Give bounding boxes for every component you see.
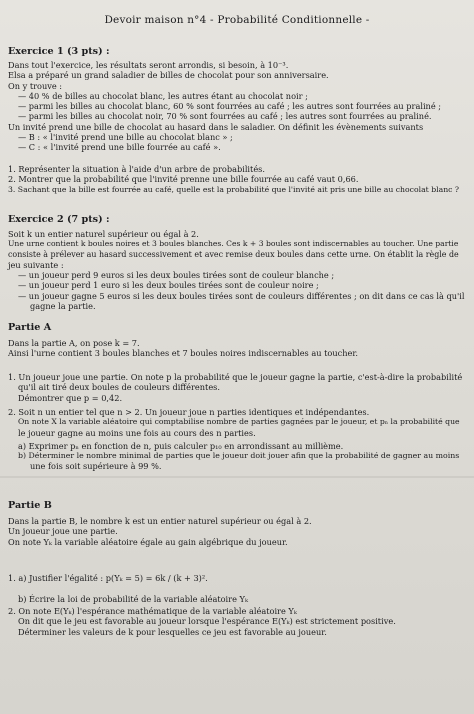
question-line: 1. Un joueur joue une partie. On note p la probabilité que le joueur gagne la partie, c'est-à-dire la probabilité	[8, 372, 463, 382]
question-line: b) Écrire la loi de probabilité de la variable aléatoire Yₖ	[18, 594, 248, 604]
part-a-statement	[8, 338, 468, 359]
paper-fold-shadow	[0, 476, 474, 478]
question-line: 2. On note E(Yₖ) l'espérance mathématique de la variable aléatoire Yₖ	[8, 606, 297, 616]
exercise-1-statement	[8, 60, 468, 153]
part-b-question-1b	[8, 594, 468, 604]
text-line: Elsa a préparé un grand saladier de billes de chocolat pour son anniversaire.	[8, 70, 329, 81]
text-line: jeu suivante :	[8, 259, 64, 270]
text-line: Un invité prend une bille de chocolat au hasard dans le saladier. On définit les évènements suivants	[8, 121, 424, 132]
question-line: b) Déterminer le nombre minimal de parties que le joueur doit jouer afin que la probabilité de gagner au moins	[18, 451, 460, 461]
text-line: — 40 % de billes au chocolat blanc, les autres étant au chocolat noir ;	[18, 90, 308, 101]
text-line: Dans la partie A, on pose k = 7.	[8, 338, 140, 348]
part-a-question-1	[8, 372, 468, 403]
text-line: Un joueur joue une partie.	[8, 526, 118, 537]
question-line: 1. a) Justifier l'égalité : p(Yₖ = 5) = 6k / (k + 3)².	[8, 573, 208, 583]
exercise-2-heading: Exercice 2 (7 pts) :	[8, 214, 110, 225]
question-line: 1. Représenter la situation à l'aide d'un arbre de probabilités.	[8, 164, 265, 174]
part-b-heading: Partie B	[8, 500, 52, 511]
part-b-question-2	[8, 606, 468, 637]
text-line: — parmi les billes au chocolat noir, 70 % sont fourrées au café ; les autres sont fourrées au praliné.	[18, 111, 432, 122]
question-line: On dit que le jeu est favorable au joueur lorsque l'espérance E(Yₖ) est strictement positive.	[18, 616, 396, 627]
text-line: — B : « l'invité prend une bille au chocolat blanc » ;	[18, 132, 233, 143]
exercise-1-heading: Exercice 1 (3 pts) :	[8, 46, 110, 57]
part-a-question-2	[8, 407, 468, 472]
text-line: — C : « l'invité prend une bille fourrée au café ».	[18, 142, 221, 153]
text-line: Dans la partie B, le nombre k est un entier naturel supérieur ou égal à 2.	[8, 516, 312, 526]
text-line: Ainsi l'urne contient 3 boules blanches et 7 boules noires indiscernables au toucher.	[8, 348, 358, 359]
text-line: On note Yₖ la variable aléatoire égale au gain algébrique du joueur.	[8, 536, 288, 547]
exercise-1-questions	[8, 164, 468, 195]
text-line: — un joueur perd 1 euro si les deux boules tirées sont de couleur noire ;	[18, 280, 319, 291]
question-line: Déterminer les valeurs de k pour lesquelles ce jeu est favorable au joueur.	[18, 626, 327, 637]
question-line: On note X la variable aléatoire qui comptabilise nombre de parties gagnées par le joueur, et pₙ la probabilité que	[18, 417, 460, 427]
text-line: gagne la partie.	[30, 301, 96, 312]
text-line: — un joueur perd 9 euros si les deux boules tirées sont de couleur blanche ;	[18, 270, 335, 281]
text-line: Une urne contient k boules noires et 3 boules blanches. Ces k + 3 boules sont indiscernables au toucher. Une partie	[8, 239, 459, 249]
part-b-statement	[8, 516, 468, 547]
question-line: une fois soit supérieure à 99 %.	[30, 461, 162, 472]
part-a-heading: Partie A	[8, 322, 52, 333]
question-line: a) Exprimer pₙ en fonction de n, puis calculer p₁₀ en arrondissant au millième.	[18, 440, 344, 451]
question-line: Démontrer que p = 0,42.	[18, 392, 123, 403]
question-line: le joueur gagne au moins une fois au cours des n parties.	[18, 427, 256, 438]
text-line: — un joueur gagne 5 euros si les deux boules tirées sont de couleurs différentes ; on dit dans ce cas là qu'il	[18, 290, 465, 301]
page-title: Devoir maison n°4 - Probabilité Conditionnelle -	[104, 14, 370, 26]
part-b-question-1a	[8, 573, 468, 583]
exercise-2-statement	[8, 229, 468, 311]
text-line: consiste à prélever au hasard successivement et avec remise deux boules dans cette urne. On établit la règle de	[8, 249, 459, 259]
text-line: — parmi les billes au chocolat blanc, 60 % sont fourrées au café ; les autres sont fourrées au praliné ;	[18, 101, 442, 112]
text-line: Soit k un entier naturel supérieur ou égal à 2.	[8, 229, 199, 239]
text-line: Dans tout l'exercice, les résultats seront arrondis, si besoin, à 10⁻³.	[8, 60, 289, 70]
question-line: 2. Montrer que la probabilité que l'invité prenne une bille fourrée au café vaut 0,66.	[8, 174, 359, 185]
text-line: On y trouve :	[8, 80, 63, 91]
question-line: qu'il ait tiré deux boules de couleurs différentes.	[18, 382, 220, 393]
question-line: 2. Soit n un entier tel que n > 2. Un joueur joue n parties identiques et indépendantes.	[8, 407, 370, 417]
question-line: 3. Sachant que la bille est fourrée au café, quelle est la probabilité que l'invité ait pris une bille au chocolat blanc ?	[8, 184, 460, 194]
